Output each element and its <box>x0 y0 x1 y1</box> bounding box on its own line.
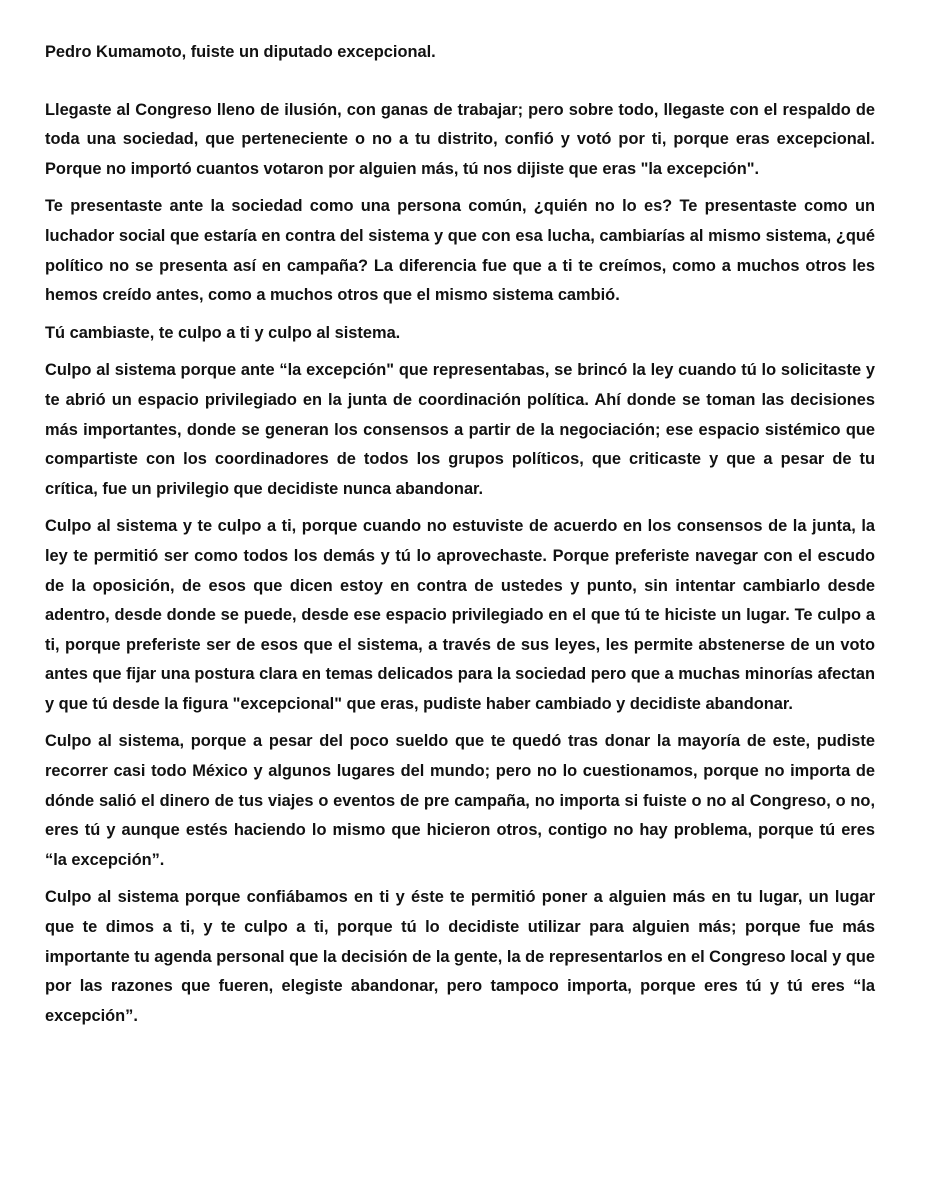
paragraph-2: Te presentaste ante la sociedad como una persona común, ¿quién no lo es? Te presentaste como un luchador social que estaría en contra del sistema y que con esa lucha, cambiarías al mismo sistema, ¿qué político no se presenta así en campaña? La diferencia fue que a ti te creímos, como a muchos otros les hemos creído antes, como a muchos otros que el mismo sistema cambió. <box>45 197 875 305</box>
paragraph-6: Culpo al sistema, porque a pesar del poco sueldo que te quedó tras donar la mayoría de este, pudiste recorrer casi todo México y algunos lugares del mundo; pero no lo cuestionamos, porque no importa de dónde salió el dinero de tus viajes o eventos de pre campaña, no importa si fuiste o no al Congreso, o no, eres tú y aunque estés haciendo lo mismo que hicieron otros, contigo no hay problema, porque tú eres “la excepción”. <box>45 732 875 869</box>
paragraph-5: Culpo al sistema y te culpo a ti, porque cuando no estuviste de acuerdo en los consensos de la junta, la ley te permitió ser como todos los demás y tú lo aprovechaste. Porque preferiste navegar con el escudo de la oposición, de esos que dicen estoy en contra de ustedes y punto, sin intentar cambiarlo desde adentro, desde donde se puede, desde ese espacio privilegiado en el que tú te hiciste un lugar. Te culpo a ti, porque preferiste ser de esos que el sistema, a través de sus leyes, les permite abstenerse de un voto antes que fijar una postura clara en temas delicados para la sociedad pero que a muchas minorías afectan y que tú desde la figura "excepcional" que eras, pudiste haber cambiado y decidiste abandonar. <box>45 517 875 713</box>
letter-title: Pedro Kumamoto, fuiste un diputado excepcional. <box>45 43 436 61</box>
paragraph-4: Culpo al sistema porque ante “la excepción" que representabas, se brincó la ley cuando tú lo solicitaste y te abrió un espacio privilegiado en la junta de coordinación política. Ahí donde se toman las decisiones más importantes, donde se generan los consensos a partir de la negociación; ese espacio sistémico que compartiste con los coordinadores de todos los grupos políticos, que criticaste y que a pesar de tu crítica, fue un privilegio que decidiste nunca abandonar. <box>45 361 875 498</box>
paragraph-7: Culpo al sistema porque confiábamos en ti y éste te permitió poner a alguien más en tu lugar, un lugar que te dimos a ti, y te culpo a ti, porque tú lo decidiste utilizar para alguien más; porque fue más importante tu agenda personal que la decisión de la gente, la de representarlos en el Congreso local y que por las razones que fueren, elegiste abandonar, pero tampoco importa, porque eres tú y tú eres “la excepción”. <box>45 888 875 1025</box>
paragraph-3: Tú cambiaste, te culpo a ti y culpo al sistema. <box>45 323 401 342</box>
paragraph-1: Llegaste al Congreso lleno de ilusión, con ganas de trabajar; pero sobre todo, llegaste con el respaldo de toda una sociedad, que perteneciente o no a tu distrito, confió y votó por ti, porque eras excepcional. Porque no importó cuantos votaron por alguien más, tú nos dijiste que eras "la excepción". <box>45 100 875 178</box>
letter-document <box>45 38 875 1039</box>
